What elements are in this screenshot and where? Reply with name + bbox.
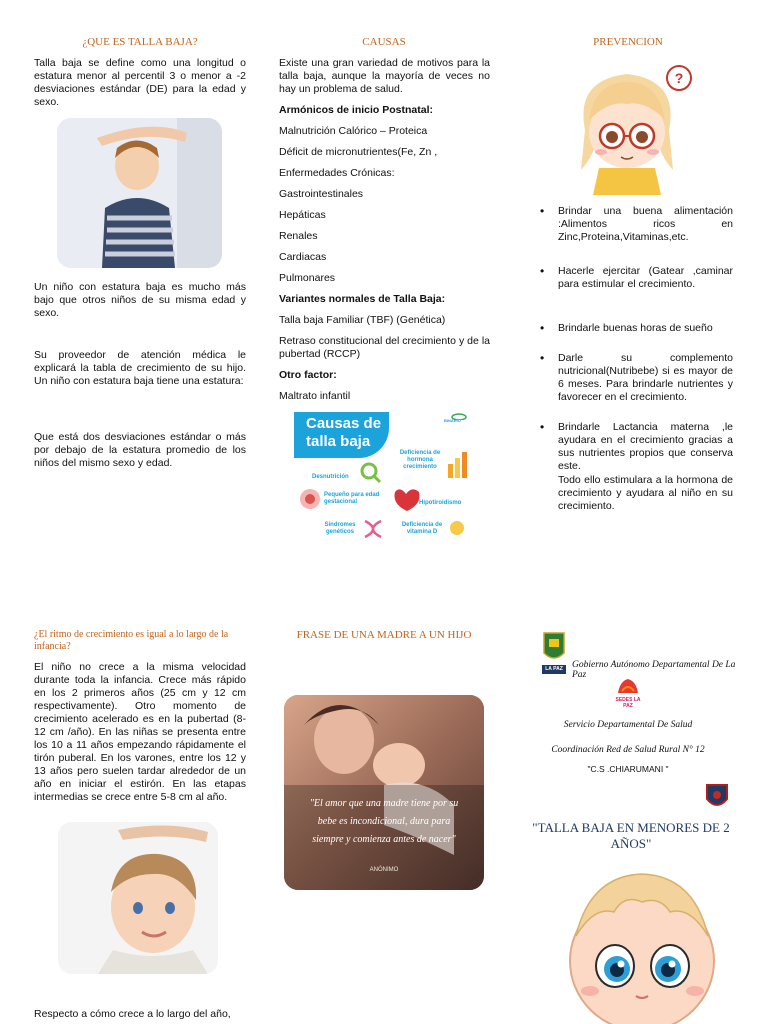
prevention-list xyxy=(538,205,733,473)
lapaz-logo xyxy=(541,629,567,675)
infographic-title-2: talla baja xyxy=(306,433,371,450)
thyroid-icon xyxy=(392,486,422,512)
cause-line: Renales xyxy=(279,230,318,242)
panel1-heading: ¿QUE ES TALLA BAJA? xyxy=(82,36,198,48)
label-genetic-syndromes: Síndromes genéticos xyxy=(324,522,356,535)
panel4-yearly-growth: Respecto a cómo crece a lo largo del año, xyxy=(34,1008,231,1020)
cause-line: Malnutrición Calórico – Proteica xyxy=(279,125,428,137)
panel1-provider: Su proveedor de atención médica le explicará la tabla de crecimiento de su hijo. Un niño con estatura baja tiene una estatura: xyxy=(34,349,246,387)
mother-quote: "El amor que una madre tiene por su bebe es incondicional, dura para siempre y comienza antes de nacer" xyxy=(309,798,459,845)
prevention-item: • Brindarle buenas horas de sueño xyxy=(538,322,733,335)
label-hormone-deficiency: Deficiencia de hormona crecimiento xyxy=(399,450,441,470)
label-malnutrition: Desnutrición xyxy=(312,474,349,480)
quote-author: ANÓNIMO xyxy=(369,867,399,873)
prevention-item: • Brindar una buena alimentación :Alimentos ricos en Zinc,Proteina,Vitaminas,etc. xyxy=(538,205,733,244)
child-measure-photo xyxy=(58,822,218,974)
cause-line: Talla baja Familiar (TBF) (Genética) xyxy=(279,314,446,326)
brochure-title: "TALLA BAJA EN MENORES DE 2 AÑOS" xyxy=(532,820,730,851)
growth-bars-icon xyxy=(446,448,472,478)
prevention-item: • Hacerle ejercitar (Gatear ,caminar para estimular el crecimiento. xyxy=(538,265,733,291)
panel1-deviation: Que está dos desviaciones estándar o más por debajo de la estatura promedio de los niños del mismo sexo y edad. xyxy=(34,431,246,469)
embryo-icon xyxy=(299,488,321,510)
sedes-logo xyxy=(612,675,644,711)
cause-line: Maltrato infantil xyxy=(279,390,351,402)
panel5-heading: FRASE DE UNA MADRE A UN HIJO xyxy=(296,629,472,641)
question-mark-icon: ? xyxy=(674,70,684,86)
cause-line: Gastrointestinales xyxy=(279,188,364,200)
child-height-photo xyxy=(57,118,222,268)
panel4-growth-rate: El niño no crece a la misma velocidad durante toda la infancia. Crece más rápido en los 2 primeros años (25 cm y 12 cm respectivamente). Otro momento de crecimiento acelerado es en la pubertad (8-12 cm /año). En las niñas se presenta entre los 10 a 11 años empezando rápidamente el tirón puberal. En los varones, entre los 12 y 13 años pero suelen tardar alrededor de un año en iniciar el estirón. En las etapas intermedias se crece entre 5-8 cm al año. xyxy=(34,661,246,803)
cause-line: Armónicos de inicio Postnatal: xyxy=(279,104,434,116)
cause-line: Variantes normales de Talla Baja: xyxy=(279,293,446,305)
lapaz-logo-text: LA PAZ xyxy=(545,666,563,672)
infographic-title-1: Causas de xyxy=(306,415,382,432)
panel1-definition: Talla baja se define como una longitud o estatura menor al percentil 3 o menor a -2 desviaciones estándar (DE) para la edad y sexo. xyxy=(34,57,246,108)
sedes-logo-text: SEDES LA PAZ xyxy=(615,697,641,709)
prevention-closing: Todo ello estimulara a la hormona de crecimiento y ayudara al niño en su crecimiento. xyxy=(558,474,733,512)
centro-salud: "C.S .CHIARUMANI " xyxy=(587,764,669,774)
cause-line: Otro factor: xyxy=(279,369,337,381)
cause-line: Hepáticas xyxy=(279,209,326,221)
cause-line: Enfermedades Crónicas: xyxy=(279,167,395,179)
gobierno-name: Gobierno Autónomo Departamental De La Paz xyxy=(572,660,736,680)
label-small-gestational: Pequeño para edad gestacional xyxy=(324,492,380,505)
dna-icon xyxy=(362,518,384,540)
coordinacion-red: Coordinación Red de Salud Rural N° 12 xyxy=(551,745,705,755)
panel3-heading: PREVENCION xyxy=(593,36,663,48)
vitamin-pill-icon xyxy=(449,520,465,536)
infographic-logo: BINARIO xyxy=(444,418,461,423)
prevention-item: • Brindarle Lactancia materna ,le ayudara en el crecimiento gracias a sus nutrientes propios que conserva este. xyxy=(538,421,733,473)
causes-infographic xyxy=(294,412,478,548)
label-vitamin-d: Deficiencia de vitamina D xyxy=(401,522,443,535)
servicio-salud: Servicio Departamental De Salud xyxy=(563,720,693,730)
panel2-heading: CAUSAS xyxy=(362,36,406,48)
baby-illustration xyxy=(560,866,725,1024)
prevention-item: • Darle su complemento nutricional(Nutribebe) si es mayor de 6 meses. Para brindarle nutrientes y favorecer en el crecimiento. xyxy=(538,352,733,404)
magnifier-icon xyxy=(360,462,382,484)
label-hypothyroidism: Hipotiroidismo xyxy=(419,500,462,506)
causes-list xyxy=(279,104,490,403)
panel2-intro: Existe una gran variedad de motivos para la talla baja, aunque la mayoría de veces no hay un problema de salud. xyxy=(279,57,490,95)
cause-line: Déficit de micronutrientes(Fe, Zn , xyxy=(279,146,438,158)
cause-line: Pulmonares xyxy=(279,272,336,284)
shield-badge-icon xyxy=(705,783,729,811)
cause-line: Cardiacas xyxy=(279,251,327,263)
panel1-comparison: Un niño con estatura baja es mucho más bajo que otros niños de su misma edad y sexo. xyxy=(34,281,246,319)
panel4-heading: ¿El ritmo de crecimiento es igual a lo largo de la infancia? xyxy=(34,629,229,652)
question-bubble xyxy=(666,65,692,91)
brand-logo-icon xyxy=(450,412,468,420)
mother-baby-photo xyxy=(284,695,484,890)
cause-line: Retraso constitucional del crecimiento y de la pubertad (RCCP) xyxy=(279,335,490,360)
